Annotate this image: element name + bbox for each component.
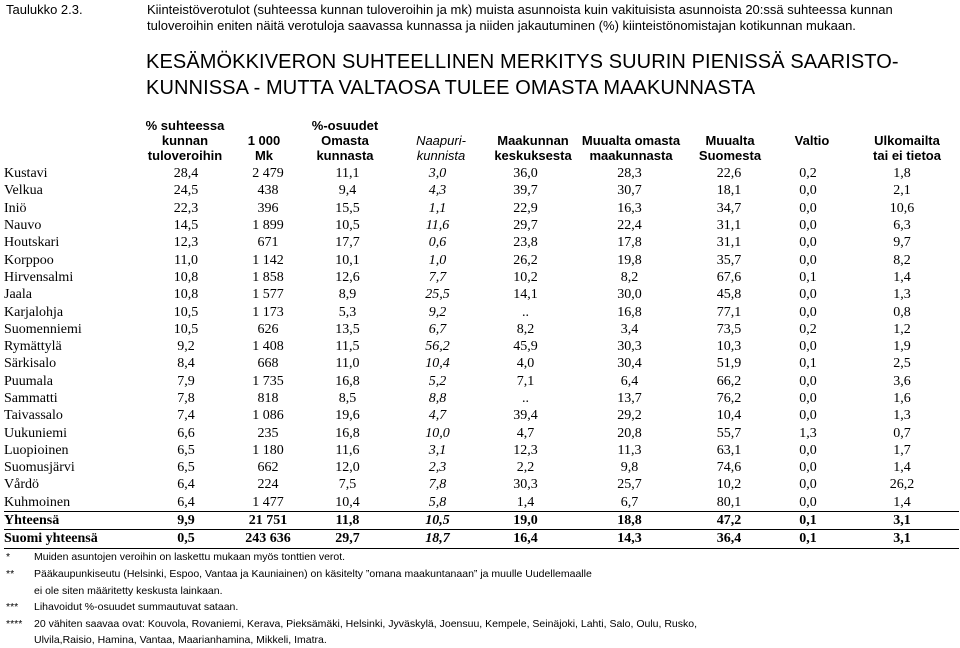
header-pct-line-3: tuloveroihin <box>147 148 223 163</box>
header-muualta-suomesta-line-2: Suomesta <box>698 148 762 163</box>
cell-omasta-kunnasta: 11,0 <box>335 356 360 372</box>
cell-muualta-omasta: 9,8 <box>620 460 639 476</box>
cell-pct-tuloveroihin: 7,4 <box>177 408 195 424</box>
cell-maakunnan-keskuksesta: 4,7 <box>516 425 535 441</box>
cell-muualta-suomesta: 47,2 <box>687 511 771 529</box>
cell-pct-tuloveroihin: 11,0 <box>174 252 198 268</box>
cell-muualta-omasta: 19,8 <box>617 252 642 268</box>
header-group: %-osuudet <box>311 118 379 133</box>
cell-muualta-suomesta: 10,2 <box>716 477 742 493</box>
cell-omasta-kunnasta: 19,6 <box>335 408 360 424</box>
table-row <box>4 407 959 424</box>
cell-naapurikunnista: 7,8 <box>428 477 447 493</box>
cell-valtio: 0,0 <box>799 391 817 406</box>
cell-maakunnan-keskuksesta: 45,9 <box>513 339 538 355</box>
cell-muualta-omasta: 25,7 <box>617 477 642 493</box>
cell-municipality: Velkua <box>4 183 43 199</box>
cell-maakunnan-keskuksesta: 2,2 <box>516 460 535 476</box>
cell-valtio: 1,3 <box>799 425 817 441</box>
table-label: Taulukko 2.3. <box>6 2 83 17</box>
footnote-text: Pääkaupunkiseutu (Helsinki, Espoo, Vantaa ja Kauniainen) on käsitelty ”omana maakuntanaan” ja muulle Uudellemaalle <box>34 568 592 580</box>
cell-muualta-suomesta: 36,4 <box>687 530 771 548</box>
cell-municipality: Nauvo <box>4 218 42 234</box>
cell-naapurikunnista: 1,0 <box>428 252 447 268</box>
cell-ulkomailta: 2,5 <box>893 356 911 372</box>
cell-valtio: 0,1 <box>799 269 817 285</box>
cell-pct-tuloveroihin: 6,4 <box>177 477 195 493</box>
table-row <box>4 459 959 476</box>
cell-valtio: 0,0 <box>799 460 817 476</box>
title-line-2: KUNNISSA - MUTTA VALTAOSA TULEE OMASTA MAAKUNNASTA <box>146 77 756 99</box>
table-row <box>4 494 959 512</box>
header-naapuri-line-2: kunnista <box>416 148 466 163</box>
cell-omasta-kunnasta: 9,4 <box>338 183 357 199</box>
cell-muualta-omasta: 22,4 <box>617 218 642 234</box>
cell-naapurikunnista: 8,8 <box>428 391 447 406</box>
cell-omasta-kunnasta: 11,5 <box>335 339 360 355</box>
table-row <box>4 251 959 268</box>
header-pct <box>140 118 230 163</box>
cell-mk: 1 899 <box>252 218 284 234</box>
header-omasta-line-1: Omasta <box>321 133 369 148</box>
cell-mk: 626 <box>257 321 279 337</box>
header-naapuri-line-1: Naapuri- <box>416 133 466 148</box>
header-maakunnan-line-2: keskuksesta <box>494 148 572 163</box>
header-maakunnan-line-1: Maakunnan <box>497 133 569 148</box>
cell-muualta-suomesta: 31,1 <box>716 218 742 234</box>
cell-muualta-omasta: 14,3 <box>572 530 687 548</box>
cell-ulkomailta: 0,7 <box>893 425 911 441</box>
table-row <box>4 182 959 199</box>
cell-omasta-kunnasta: 10,1 <box>335 252 360 268</box>
cell-mk: 1 577 <box>252 287 284 303</box>
total-row <box>4 511 959 529</box>
table-row <box>4 269 959 286</box>
cell-valtio: 0,1 <box>771 511 845 529</box>
header-pct-line-1: % suhteessa <box>145 118 225 133</box>
cell-maakunnan-keskuksesta: 12,3 <box>513 442 538 458</box>
table-body <box>4 165 959 548</box>
cell-mk: 396 <box>257 200 279 216</box>
cell-valtio: 0,0 <box>799 252 817 268</box>
cell-ulkomailta: 1,8 <box>893 166 911 182</box>
cell-municipality: Suomusjärvi <box>4 460 75 476</box>
cell-naapurikunnista: 6,7 <box>428 321 447 337</box>
header-omasta-line-2: kunnasta <box>316 148 374 163</box>
cell-valtio: 0,0 <box>799 200 817 216</box>
cell-ulkomailta: 26,2 <box>889 477 915 493</box>
header-omasta <box>305 133 385 163</box>
cell-omasta-kunnasta: 11,6 <box>335 442 360 458</box>
cell-valtio: 0,0 <box>799 494 817 510</box>
cell-maakunnan-keskuksesta: 39,4 <box>513 408 538 424</box>
cell-muualta-omasta: 8,2 <box>620 269 639 285</box>
cell-municipality: Yhteensä <box>4 511 135 529</box>
cell-maakunnan-keskuksesta: 29,7 <box>513 218 538 234</box>
cell-muualta-suomesta: 80,1 <box>716 494 742 510</box>
cell-municipality: Kuhmoinen <box>4 494 71 510</box>
cell-omasta-kunnasta: 13,5 <box>335 321 360 337</box>
cell-valtio: 0,2 <box>799 321 817 337</box>
cell-muualta-suomesta: 35,7 <box>716 252 742 268</box>
cell-maakunnan-keskuksesta: 4,0 <box>516 356 535 372</box>
cell-mk: 668 <box>257 356 279 372</box>
footnote-mark: **** <box>6 618 23 630</box>
header-muualta-omasta-line-2: maakunnasta <box>589 148 673 163</box>
cell-mk: 1 477 <box>252 494 284 510</box>
cell-naapurikunnista: 25,5 <box>425 287 450 303</box>
cell-omasta-kunnasta: 10,5 <box>335 218 360 234</box>
cell-valtio: 0,0 <box>799 408 817 424</box>
cell-omasta-kunnasta: 8,9 <box>338 287 357 303</box>
cell-pct-tuloveroihin: 12,3 <box>173 235 199 251</box>
cell-valtio: 0,0 <box>799 218 817 234</box>
cell-naapurikunnista: 1,1 <box>428 200 447 216</box>
header-ulkomailta-line-1: Ulkomailta <box>874 133 940 148</box>
cell-mk: 818 <box>257 391 279 406</box>
cell-muualta-omasta: 3,4 <box>620 321 639 337</box>
cell-mk: 662 <box>257 460 279 476</box>
table-row <box>4 373 959 390</box>
cell-muualta-omasta: 17,8 <box>617 235 642 251</box>
cell-mk: 2 479 <box>252 166 284 182</box>
cell-municipality: Hirvensalmi <box>4 269 74 285</box>
footnote-text: 20 vähiten saavaa ovat: Kouvola, Rovaniemi, Kerava, Pieksämäki, Helsinki, Jyväskylä, Joensuu, Kempele, Seinäjoki, Lahti, Salo, Oulu, Rusko, <box>34 618 698 630</box>
cell-maakunnan-keskuksesta: 14,1 <box>513 287 538 303</box>
cell-ulkomailta: 3,6 <box>893 373 911 389</box>
cell-muualta-suomesta: 22,6 <box>716 166 742 182</box>
cell-mk: 1 180 <box>252 442 284 458</box>
cell-muualta-suomesta: 18,1 <box>716 183 742 199</box>
cell-municipality: Kustavi <box>4 166 48 182</box>
cell-muualta-omasta: 30,7 <box>617 183 642 199</box>
cell-muualta-omasta: 16,3 <box>617 200 642 216</box>
cell-municipality: Luopioinen <box>4 442 69 458</box>
header-muualta-suomesta <box>690 133 770 163</box>
cell-mk: 1 142 <box>252 252 284 268</box>
header-valtio: Valtio <box>794 133 830 148</box>
cell-ulkomailta: 1,6 <box>893 391 911 406</box>
cell-maakunnan-keskuksesta: 39,7 <box>513 183 538 199</box>
cell-naapurikunnista: 4,7 <box>428 408 447 424</box>
cell-municipality: Rymättylä <box>4 339 62 355</box>
cell-muualta-omasta: 13,7 <box>617 391 642 406</box>
cell-omasta-kunnasta: 11,1 <box>335 166 360 182</box>
cell-valtio: 0,0 <box>799 304 817 320</box>
cell-naapurikunnista: 5,8 <box>428 494 447 510</box>
header-ulkomailta-line-2: tai ei tietoa <box>873 148 941 163</box>
cell-ulkomailta: 1,2 <box>893 321 911 337</box>
table-row <box>4 303 959 320</box>
cell-municipality: Iniö <box>4 200 27 216</box>
cell-muualta-suomesta: 66,2 <box>716 373 742 389</box>
cell-omasta-kunnasta: 12,6 <box>335 269 360 285</box>
cell-muualta-suomesta: 67,6 <box>716 269 742 285</box>
footnote-mark: *** <box>6 601 19 613</box>
cell-municipality: Karjalohja <box>4 304 64 320</box>
cell-muualta-omasta: 28,3 <box>617 166 642 182</box>
cell-naapurikunnista: 2,3 <box>428 460 447 476</box>
cell-mk: 235 <box>257 425 279 441</box>
header-mk <box>235 133 293 163</box>
cell-omasta-kunnasta: 15,5 <box>335 200 360 216</box>
cell-mk: 1 858 <box>252 269 284 285</box>
cell-municipality: Vårdö <box>4 477 39 493</box>
cell-maakunnan-keskuksesta: 16,4 <box>479 530 572 548</box>
table-row <box>4 321 959 338</box>
cell-ulkomailta: 3,1 <box>845 530 959 548</box>
cell-muualta-omasta: 20,8 <box>617 425 642 441</box>
table-row <box>4 355 959 372</box>
cell-pct-tuloveroihin: 6,6 <box>177 425 195 441</box>
footnote-mark: ** <box>6 568 15 580</box>
table-row <box>4 390 959 407</box>
cell-mk: 1 086 <box>252 408 284 424</box>
cell-pct-tuloveroihin: 8,4 <box>177 356 195 372</box>
cell-valtio: 0,0 <box>799 183 817 199</box>
header-pct-line-2: kunnan <box>161 133 209 148</box>
table-row <box>4 286 959 303</box>
cell-muualta-suomesta: 51,9 <box>716 356 742 372</box>
cell-naapurikunnista: 7,7 <box>428 269 447 285</box>
cell-pct-tuloveroihin: 7,9 <box>177 373 195 389</box>
caption-line-2: tuloveroihin eniten näitä verotuloja saavassa kunnassa ja niiden jakautuminen (%) kiinteistönomistajan kotikunnan mukaan. <box>147 18 856 33</box>
header-muualta-omasta <box>575 133 687 163</box>
cell-muualta-omasta: 18,8 <box>572 511 687 529</box>
cell-ulkomailta: 9,7 <box>893 235 911 251</box>
cell-omasta-kunnasta: 11,8 <box>299 511 396 529</box>
cell-municipality: Korppoo <box>4 252 54 268</box>
cell-pct-tuloveroihin: 6,5 <box>177 460 195 476</box>
cell-mk: 1 408 <box>252 339 284 355</box>
cell-maakunnan-keskuksesta: 26,2 <box>513 252 538 268</box>
cell-omasta-kunnasta: 29,7 <box>299 530 396 548</box>
cell-maakunnan-keskuksesta: 23,8 <box>513 235 538 251</box>
cell-municipality: Uukuniemi <box>4 425 67 441</box>
cell-omasta-kunnasta: 8,5 <box>338 391 357 406</box>
header-mk-line-1: 1 000 <box>247 133 281 148</box>
cell-muualta-omasta: 6,7 <box>620 494 639 510</box>
cell-valtio: 0,1 <box>799 356 817 372</box>
cell-muualta-omasta: 30,4 <box>617 356 642 372</box>
cell-ulkomailta: 1,9 <box>893 339 911 355</box>
cell-municipality: Suomenniemi <box>4 321 82 337</box>
cell-pct-tuloveroihin: 6,5 <box>177 442 195 458</box>
cell-maakunnan-keskuksesta: .. <box>522 391 529 406</box>
cell-pct-tuloveroihin: 9,2 <box>177 339 195 355</box>
cell-muualta-omasta: 11,3 <box>617 442 642 458</box>
cell-pct-tuloveroihin: 28,4 <box>173 166 199 182</box>
cell-pct-tuloveroihin: 9,9 <box>135 511 237 529</box>
cell-valtio: 0,1 <box>771 530 845 548</box>
cell-mk: 224 <box>257 477 279 493</box>
cell-ulkomailta: 1,4 <box>893 494 911 510</box>
table-row <box>4 165 959 182</box>
footnote-text: Muiden asuntojen veroihin on laskettu mukaan myös tonttien verot. <box>34 551 346 563</box>
cell-omasta-kunnasta: 17,7 <box>335 235 360 251</box>
cell-muualta-suomesta: 63,1 <box>716 442 742 458</box>
cell-valtio: 0,0 <box>799 477 817 493</box>
cell-municipality: Puumala <box>4 373 53 389</box>
cell-municipality: Houtskari <box>4 235 60 251</box>
cell-omasta-kunnasta: 16,8 <box>335 373 360 389</box>
cell-pct-tuloveroihin: 10,5 <box>173 304 199 320</box>
cell-mk: 1 173 <box>252 304 284 320</box>
footnote-text: Lihavoidut %-osuudet summautuvat sataan. <box>34 601 239 613</box>
cell-naapurikunnista: 0,6 <box>428 235 447 251</box>
cell-muualta-suomesta: 76,2 <box>716 391 742 406</box>
cell-naapurikunnista: 11,6 <box>425 218 450 234</box>
cell-muualta-suomesta: 31,1 <box>716 235 742 251</box>
cell-valtio: 0,2 <box>799 166 817 182</box>
header-mk-line-2: Mk <box>254 148 274 163</box>
cell-maakunnan-keskuksesta: 19,0 <box>479 511 572 529</box>
table-row <box>4 200 959 217</box>
cell-muualta-suomesta: 45,8 <box>716 287 742 303</box>
table-row <box>4 217 959 234</box>
header-maakunnan <box>488 133 578 163</box>
cell-pct-tuloveroihin: 6,4 <box>177 494 195 510</box>
cell-maakunnan-keskuksesta: 8,2 <box>516 321 535 337</box>
cell-naapurikunnista: 9,2 <box>428 304 447 320</box>
cell-ulkomailta: 2,1 <box>893 183 911 199</box>
footnote-mark: * <box>6 551 11 563</box>
cell-omasta-kunnasta: 7,5 <box>338 477 357 493</box>
cell-ulkomailta: 0,8 <box>893 304 911 320</box>
footnote-text: ei ole siten määritetty keskusta lainkaan. <box>34 585 223 597</box>
cell-maakunnan-keskuksesta: 10,2 <box>513 269 538 285</box>
cell-naapurikunnista: 18,7 <box>396 530 479 548</box>
header-muualta-suomesta-line-1: Muualta <box>705 133 755 148</box>
table-row <box>4 234 959 251</box>
cell-maakunnan-keskuksesta: 7,1 <box>516 373 535 389</box>
total-row <box>4 530 959 548</box>
cell-omasta-kunnasta: 12,0 <box>335 460 360 476</box>
header-muualta-omasta-line-1: Muualta omasta <box>581 133 681 148</box>
title-line-1: KESÄMÖKKIVERON SUHTEELLINEN MERKITYS SUURIN PIENISSÄ SAARISTO- <box>146 51 899 73</box>
cell-naapurikunnista: 4,3 <box>428 183 447 199</box>
cell-muualta-suomesta: 10,4 <box>716 408 742 424</box>
cell-maakunnan-keskuksesta: .. <box>522 304 529 320</box>
cell-pct-tuloveroihin: 0,5 <box>135 530 237 548</box>
cell-pct-tuloveroihin: 7,8 <box>177 391 195 406</box>
cell-naapurikunnista: 10,4 <box>425 356 450 372</box>
caption-line-1: Kiinteistöverotulot (suhteessa kunnan tuloveroihin ja mk) muista asunnoista kuin vakituisista asunnoista 20:ssä suhteessa kunnan <box>147 2 893 17</box>
cell-mk: 671 <box>257 235 279 251</box>
cell-muualta-omasta: 6,4 <box>620 373 639 389</box>
cell-municipality: Taivassalo <box>4 408 63 424</box>
cell-ulkomailta: 6,3 <box>893 218 911 234</box>
footnote-text: Ulvila,Raisio, Hamina, Vantaa, Maarianhamina, Mikkeli, Imatra. <box>34 634 327 646</box>
cell-muualta-omasta: 30,0 <box>617 287 642 303</box>
cell-muualta-omasta: 16,8 <box>617 304 642 320</box>
cell-municipality: Sammatti <box>4 391 58 406</box>
cell-maakunnan-keskuksesta: 30,3 <box>513 477 538 493</box>
cell-mk: 243 636 <box>237 530 299 548</box>
header-ulkomailta <box>857 133 957 163</box>
cell-ulkomailta: 8,2 <box>893 252 911 268</box>
cell-mk: 438 <box>257 183 279 199</box>
cell-valtio: 0,0 <box>799 235 817 251</box>
cell-ulkomailta: 1,4 <box>893 269 911 285</box>
cell-ulkomailta: 10,6 <box>889 200 915 216</box>
table-row <box>4 476 959 493</box>
cell-municipality: Jaala <box>4 287 32 303</box>
cell-mk: 21 751 <box>237 511 299 529</box>
cell-naapurikunnista: 10,0 <box>425 425 450 441</box>
cell-valtio: 0,0 <box>799 287 817 303</box>
cell-valtio: 0,0 <box>799 339 817 355</box>
cell-valtio: 0,0 <box>799 442 817 458</box>
cell-omasta-kunnasta: 10,4 <box>335 494 360 510</box>
cell-muualta-suomesta: 10,3 <box>716 339 742 355</box>
cell-ulkomailta: 1,3 <box>893 287 911 303</box>
cell-maakunnan-keskuksesta: 1,4 <box>516 494 535 510</box>
cell-ulkomailta: 1,7 <box>893 442 911 458</box>
cell-muualta-omasta: 29,2 <box>617 408 642 424</box>
cell-muualta-omasta: 30,3 <box>617 339 642 355</box>
cell-pct-tuloveroihin: 10,5 <box>173 321 199 337</box>
cell-muualta-suomesta: 55,7 <box>716 425 742 441</box>
table-row <box>4 424 959 441</box>
cell-pct-tuloveroihin: 14,5 <box>173 218 199 234</box>
cell-naapurikunnista: 5,2 <box>428 373 447 389</box>
cell-naapurikunnista: 56,2 <box>425 339 450 355</box>
table-row <box>4 338 959 355</box>
cell-muualta-suomesta: 74,6 <box>716 460 742 476</box>
municipality-table <box>4 165 959 549</box>
cell-naapurikunnista: 3,1 <box>428 442 447 458</box>
cell-maakunnan-keskuksesta: 36,0 <box>513 166 538 182</box>
cell-ulkomailta: 1,4 <box>893 460 911 476</box>
cell-omasta-kunnasta: 16,8 <box>335 425 360 441</box>
cell-muualta-suomesta: 77,1 <box>716 304 742 320</box>
cell-naapurikunnista: 3,0 <box>428 166 447 182</box>
cell-omasta-kunnasta: 5,3 <box>338 304 357 320</box>
header-naapuri <box>400 133 482 163</box>
cell-pct-tuloveroihin: 22,3 <box>173 200 199 216</box>
cell-maakunnan-keskuksesta: 22,9 <box>513 200 538 216</box>
table-row <box>4 442 959 459</box>
cell-municipality: Suomi yhteensä <box>4 530 135 548</box>
cell-valtio: 0,0 <box>799 373 817 389</box>
cell-ulkomailta: 1,3 <box>893 408 911 424</box>
cell-naapurikunnista: 10,5 <box>396 511 479 529</box>
cell-muualta-suomesta: 73,5 <box>716 321 742 337</box>
cell-pct-tuloveroihin: 24,5 <box>173 183 199 199</box>
cell-muualta-suomesta: 34,7 <box>716 200 742 216</box>
cell-ulkomailta: 3,1 <box>845 511 959 529</box>
cell-pct-tuloveroihin: 10,8 <box>173 287 199 303</box>
cell-pct-tuloveroihin: 10,8 <box>173 269 199 285</box>
cell-municipality: Särkisalo <box>4 356 57 372</box>
cell-mk: 1 735 <box>252 373 284 389</box>
